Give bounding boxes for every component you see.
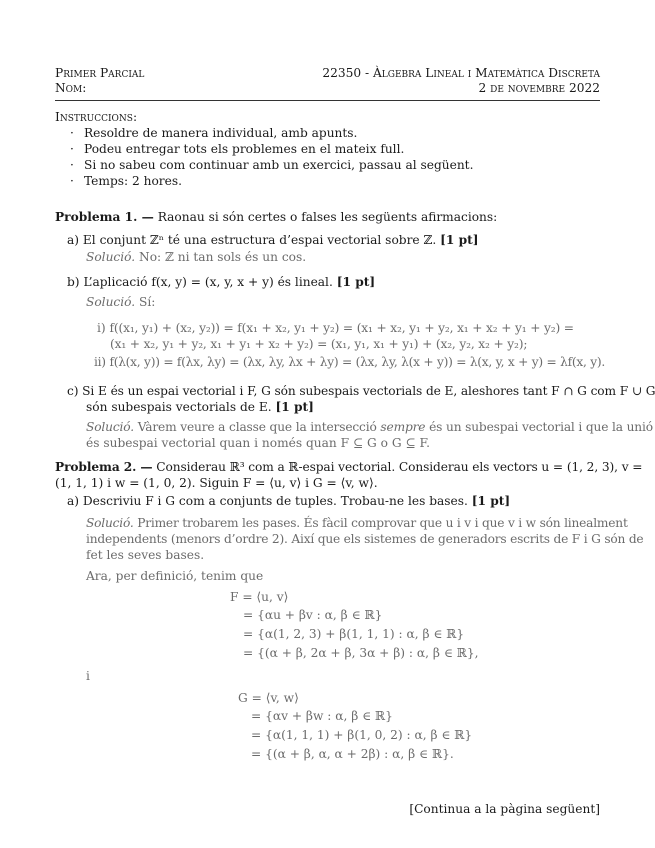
- equation-G-line: = {(α + β, α, α + 2β) : α, β ∈ ℝ}.: [251, 747, 454, 761]
- problem-2a: a) Descriviu F i G com a conjunts de tuples. Trobau-ne les bases. [1 pt]: [67, 494, 511, 508]
- header-date: 2 de novembre 2022: [478, 81, 600, 95]
- equation-F-line: = {α(1, 2, 3) + β(1, 1, 1) : α, β ∈ ℝ}: [243, 627, 465, 641]
- equation-G-line: G = ⟨v, w⟩: [238, 691, 299, 705]
- equation-G-line: = {αv + βw : α, β ∈ ℝ}: [251, 709, 393, 723]
- problem-2a-text: Descriviu F i G com a conjunts de tuples. Trobau-ne les bases.: [82, 494, 468, 508]
- header-rule: [55, 100, 600, 101]
- continue-note: [Continua a la pàgina següent]: [409, 802, 600, 816]
- problem-2a-ara: Ara, per definició, tenim que: [86, 569, 264, 583]
- problem-2-title: Problema 2. —: [55, 460, 153, 474]
- problem-1a-text: El conjunt ℤⁿ té una estructura d’espai vectorial sobre ℤ.: [82, 233, 437, 247]
- problem-2a-solution-line3: fet les seves bases.: [86, 548, 205, 562]
- problem-2-statement: Considerau ℝ³ com a ℝ-espai vectorial. Considerau els vectors u = (1, 2, 3), v =: [156, 460, 643, 474]
- instruction-item: · Resoldre de manera individual, amb apunts.: [70, 126, 358, 140]
- problem-1b: b) L’aplicació f(x, y) = (x, y, x + y) és lineal. [1 pt]: [67, 275, 376, 289]
- header-title: Primer Parcial: [55, 66, 145, 80]
- problem-2a-solution-line2: independents (menors d’ordre 2). Així que els sistemes de generadors escrits de F i G són de: [86, 532, 644, 546]
- instruction-item: · Temps: 2 hores.: [70, 174, 182, 188]
- equation-F-line: F = ⟨u, v⟩: [230, 590, 289, 604]
- problem-1a-points: [1 pt]: [440, 233, 479, 247]
- instructions-title: Instruccions:: [55, 110, 138, 124]
- problem-1b-item-ii: ii) f(λ(x, y)) = f(λx, λy) = (λx, λy, λx + λy) = (λx, λy, λ(x + y)) = λ(x, y, x + y) = λf(x, y).: [94, 355, 605, 369]
- problem-1-statement: Raonau si són certes o falses les següents afirmacions:: [157, 210, 498, 224]
- instruction-item: · Si no sabeu com continuar amb un exercici, passau al següent.: [70, 158, 474, 172]
- problem-2-heading: [55, 460, 642, 475]
- problem-1c: c) Si E és un espai vectorial i F, G són subespais vectorials de E, aleshores tant F ∩ G com F ∪ G: [67, 384, 655, 398]
- equation-G-line: = {α(1, 1, 1) + β(1, 0, 2) : α, β ∈ ℝ}: [251, 728, 473, 742]
- problem-1c-text: Si E és un espai vectorial i F, G són subespais vectorials de E, aleshores tant F ∩ G com F ∪ G: [82, 384, 655, 398]
- instruction-item: · Podeu entregar tots els problemes en el mateix full.: [70, 142, 405, 156]
- problem-1-title: Problema 1. —: [55, 210, 154, 224]
- problem-1b-item-i: i) f((x₁, y₁) + (x₂, y₂)) = f(x₁ + x₂, y₁ + y₂) = (x₁ + x₂, y₁ + y₂, x₁ + x₂ + y₁ + y₂) =: [97, 321, 574, 335]
- problem-1c-cont: són subespais vectorials de E. [1 pt]: [86, 400, 314, 414]
- problem-1-heading: [55, 210, 497, 225]
- problem-1a-solution: Solució. No: ℤ ni tan sols és un cos.: [86, 250, 307, 264]
- problem-1b-points: [1 pt]: [336, 275, 376, 289]
- problem-2-statement-cont: (1, 1, 1) i w = (1, 0, 2). Siguin F = ⟨u, v⟩ i G = ⟨v, w⟩.: [55, 476, 378, 490]
- problem-1b-text: L’aplicació f(x, y) = (x, y, x + y) és lineal.: [83, 275, 333, 289]
- problem-1b-solution: Solució. Sí:: [86, 295, 156, 309]
- problem-1c-points: [1 pt]: [275, 400, 314, 414]
- equation-F-line: = {(α + β, 2α + β, 3α + β) : α, β ∈ ℝ},: [243, 646, 479, 660]
- problem-1a: a) El conjunt ℤⁿ té una estructura d’espai vectorial sobre ℤ. [1 pt]: [67, 233, 479, 247]
- equation-F-line: = {αu + βv : α, β ∈ ℝ}: [243, 608, 383, 622]
- problem-2a-solution: Solució. Primer trobarem les pases. És fàcil comprovar que u i v i que v i w són linealment: [86, 516, 628, 530]
- problem-1c-solution: Solució. Vàrem veure a classe que la intersecció sempre és un subespai vectorial i que la unió: [86, 420, 653, 434]
- connector-word: i: [86, 669, 90, 683]
- problem-1c-solution-cont: és subespai vectorial quan i només quan F ⊆ G o G ⊆ F.: [86, 436, 430, 450]
- header-name-field: Nom:: [55, 81, 87, 95]
- problem-2a-points: [1 pt]: [471, 494, 511, 508]
- problem-1b-item-i-cont: (x₁ + x₂, y₁ + y₂, x₁ + y₁ + x₂ + y₂) = (x₁, y₁, x₁ + y₁) + (x₂, y₂, x₂ + y₂);: [110, 337, 528, 351]
- header-course: 22350 - Àlgebra Lineal i Matemàtica Discreta: [322, 66, 600, 80]
